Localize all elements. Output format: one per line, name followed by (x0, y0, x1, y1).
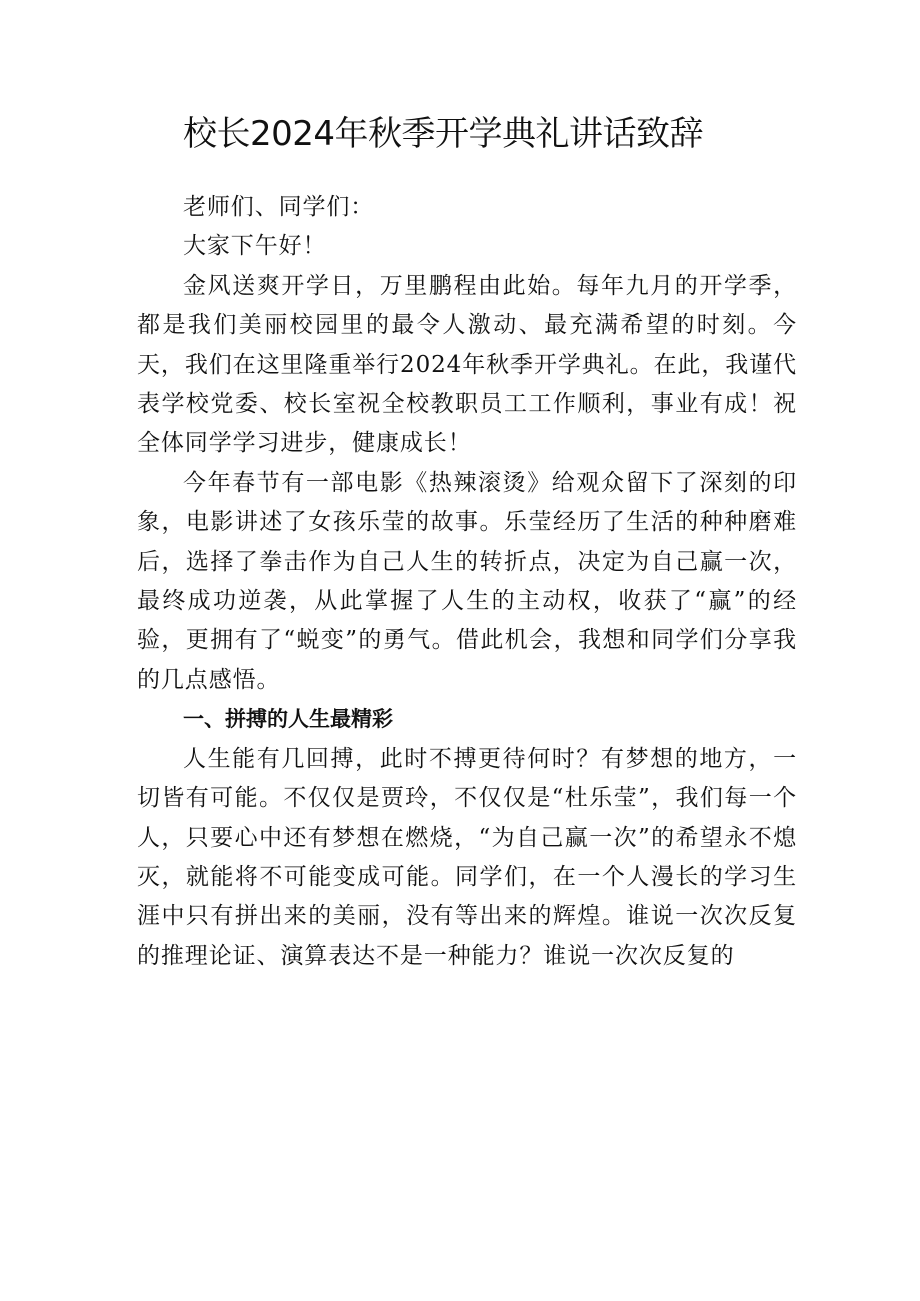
greeting: 大家下午好！ (183, 233, 327, 260)
paragraph-opening: 金风送爽开学日，万里鹏程由此始。每年九月的开学季，都是我们美丽校园里的最令人激动、最充满希望的时刻。今天，我们在这里隆重举行2024年秋季开学典礼。在此，我谨代表学校党委、校长室祝全校教职员工工作顺利，事业有成！祝全体同学学习进步，健康成长！ (137, 272, 797, 457)
paragraph-movie: 今年春节有一部电影《热辣滚烫》给观众留下了深刻的印象，电影讲述了女孩乐莹的故事。乐莹经历了生活的种种磨难后，选择了拳击作为自己人生的转折点，决定为自己赢一次，最终成功逆袭，从此掌握了人生的主动权，收获了“赢”的经验，更拥有了“蜕变”的勇气。借此机会，我想和同学们分享我的几点感悟。 (137, 469, 797, 693)
document-body (137, 188, 797, 976)
section-heading: 一、拼搏的人生最精彩 (183, 707, 393, 732)
document-title: 校长2024年秋季开学典礼讲话致辞 (183, 114, 704, 154)
salutation: 老师们、同学们： (183, 194, 375, 220)
paragraph-section-one: 人生能有几回搏，此时不搏更待何时？有梦想的地方，一切皆有可能。不仅仅是贾玲，不仅仅是“杜乐莹”，我们每一个人，只要心中还有梦想在燃烧，“为自己赢一次”的希望永不熄灭，就能将不可能变成可能。同学们，在一个人漫长的学习生涯中只有拼出来的美丽，没有等出来的辉煌。谁说一次次反复的推理论证、演算表达不是一种能力？谁说一次次反复的 (137, 745, 797, 969)
